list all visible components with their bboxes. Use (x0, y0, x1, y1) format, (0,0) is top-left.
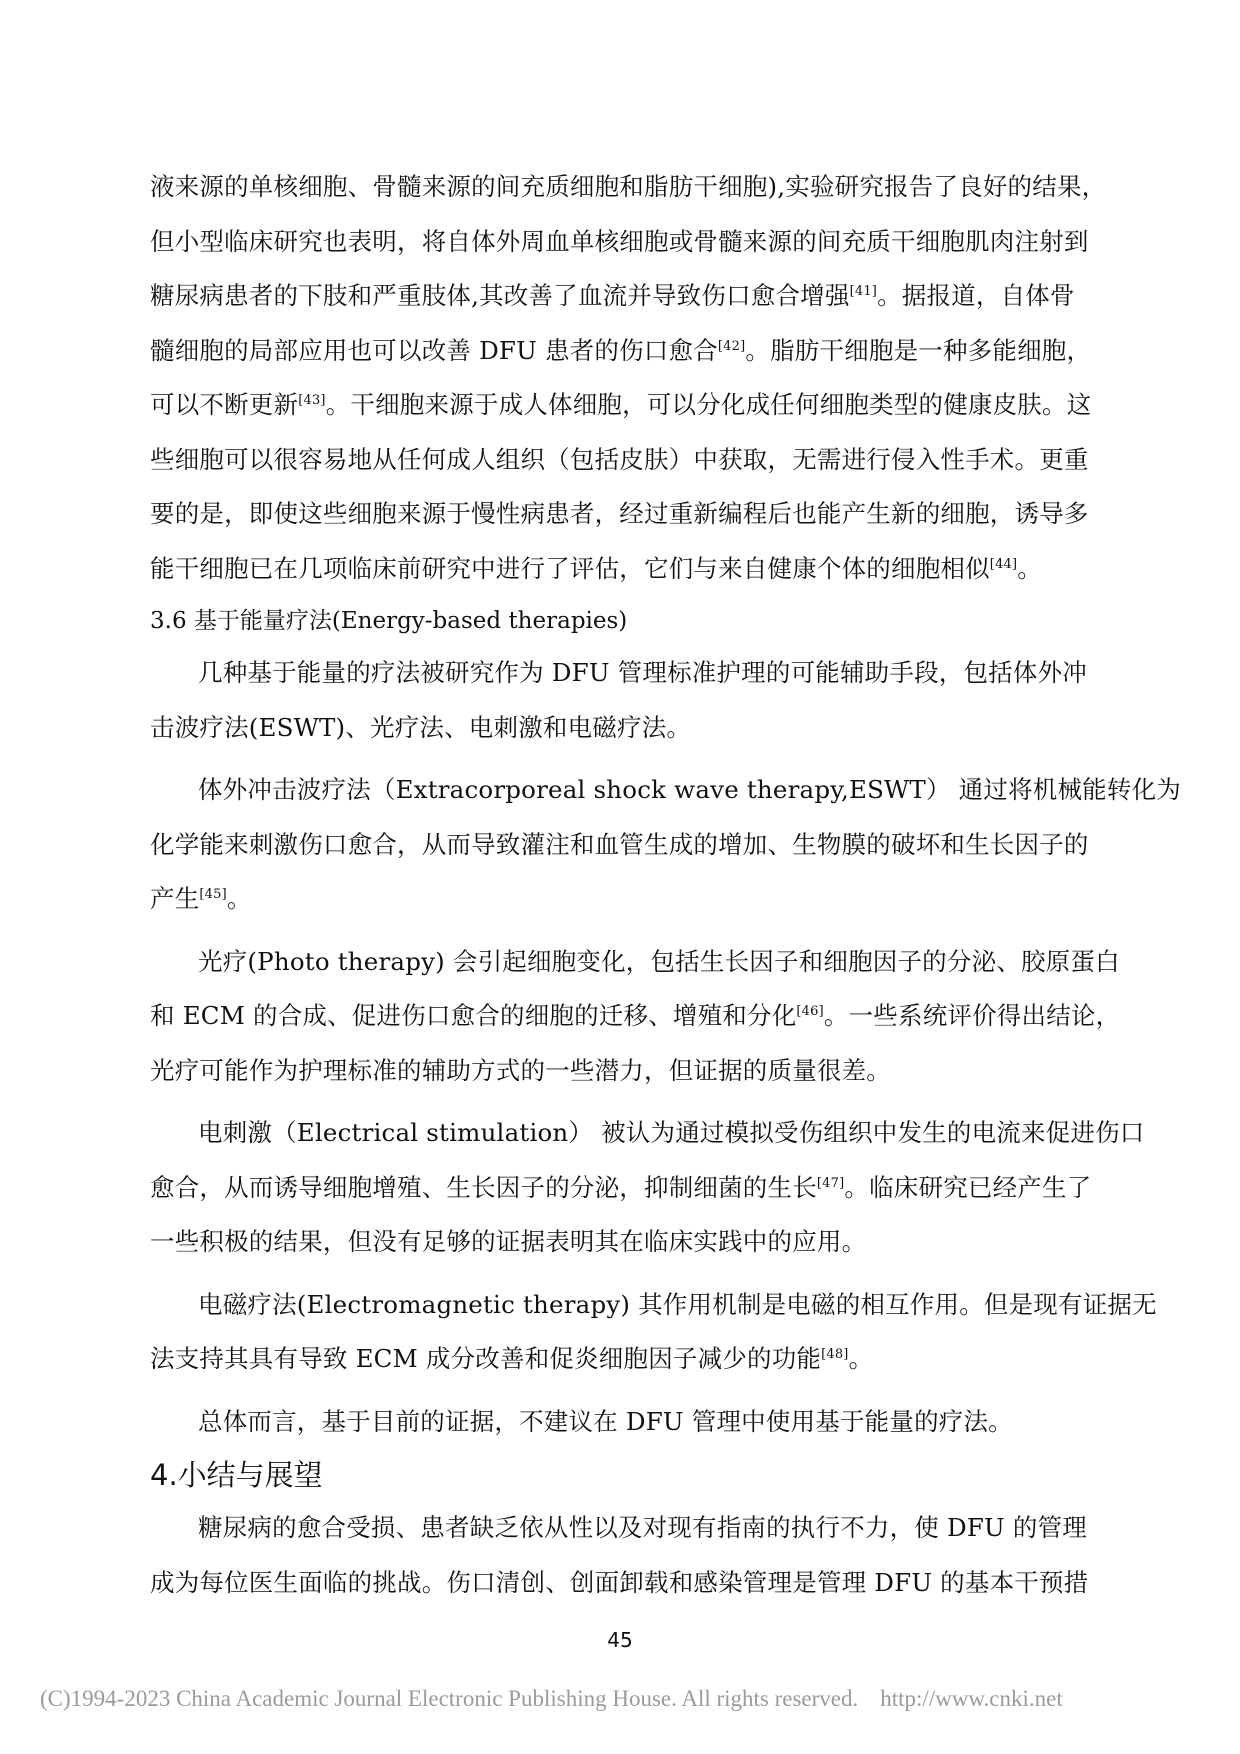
paragraph-eswt (150, 763, 1181, 927)
paragraph-phototherapy (150, 935, 1121, 1099)
text-line: 要的是，即使这些细胞来源于慢性病患者，经过重新编程后也能产生新的细胞，诱导多 (150, 499, 1089, 528)
text-line (150, 324, 1090, 379)
citation-ref: [48] (821, 1346, 849, 1362)
page-number: 45 (607, 1628, 633, 1652)
citation-ref: [46] (796, 1003, 824, 1019)
text-line (150, 542, 1090, 597)
text-span: 。 (848, 1344, 874, 1373)
text-span: 愈合，从而诱导细胞增殖、生长因子的分泌，抑制细菌的生长 (150, 1172, 817, 1202)
text-line (150, 269, 1090, 324)
paragraph-stem-cells (150, 160, 1107, 596)
text-line: 光疗可能作为护理标准的辅助方式的一些潜力，但证据的质量很差。 (150, 1055, 891, 1085)
footer-url: http://www.cnki.net (880, 1686, 1063, 1711)
text-span: 。临床研究已经产生了 (844, 1172, 1092, 1202)
text-span: 产生 (150, 884, 200, 913)
text-span: 。 (226, 884, 252, 913)
paragraph-electromagnetic (150, 1278, 1157, 1387)
text-span: 能干细胞已在几项临床前研究中进行了评估，它们与来自健康个体的细胞相似 (150, 553, 990, 583)
text-line: 糖尿病的愈合受损、患者缺乏依从性以及对现有指南的执行不力，使 DFU 的管理 (198, 1513, 1087, 1542)
citation-ref: [41] (849, 283, 878, 299)
text-span: 髓细胞的局部应用也可以改善 DFU 患者的伤口愈合 (150, 335, 718, 365)
text-line: 些细胞可以很容易地从任何成人组织（包括皮肤）中获取，无需进行侵入性手术。更重 (150, 444, 1089, 474)
text-span: 。据报道，自体骨 (877, 281, 1075, 310)
text-line: 电磁疗法(Electromagnetic therapy) 其作用机制是电磁的相互作用。但是现有证据无 (198, 1289, 1157, 1319)
text-line: 击波疗法(ESWT)、光疗法、电刺激和电磁疗法。 (150, 712, 692, 742)
text-line (150, 1161, 1090, 1216)
text-span: 。干细胞来源于成人体细胞，可以分化成任何细胞类型的健康皮肤。这 (325, 390, 1092, 419)
text-span: 和 ECM 的合成、促进伤口愈合的细胞的迁移、增殖和分化 (150, 1001, 797, 1030)
text-span: 糖尿病患者的下肢和严重肢体,其改善了血流并导致伤口愈合增强 (150, 281, 850, 310)
text-span: 。一些系统评价得出结论， (823, 1001, 1121, 1030)
document-page (150, 160, 1181, 1610)
citation-ref: [42] (717, 338, 746, 354)
paragraph-energy-conclusion (150, 1395, 1090, 1450)
text-line (150, 872, 1090, 927)
citation-ref: [47] (816, 1175, 845, 1191)
text-line: 体外冲击波疗法（Extracorporeal shock wave therapy,ESWT） 通过将机械能转化为 (198, 775, 1181, 804)
text-line: 电刺激（Electrical stimulation） 被认为通过模拟受伤组织中发生的电流来促进伤口 (198, 1118, 1145, 1147)
section-heading-3-6: 3.6 基于能量疗法(Energy-based therapies) (150, 608, 628, 634)
text-line (150, 989, 1121, 1044)
text-line: 液来源的单核细胞、骨髓来源的间充质细胞和脂肪干细胞),实验研究报告了良好的结果， (150, 172, 1107, 201)
text-line: 成为每位医生面临的挑战。伤口清创、创面卸载和感染管理是管理 DFU 的基本干预措 (150, 1567, 1089, 1597)
paragraph-electrical-stimulation (150, 1106, 1145, 1270)
text-line: 化学能来刺激伤口愈合，从而导致灌注和血管生成的增加、生物膜的破坏和生长因子的 (150, 829, 1089, 859)
text-span: 。 (1017, 553, 1042, 583)
text-line: 光疗(Photo therapy) 会引起细胞变化，包括生长因子和细胞因子的分泌、胶原蛋白 (198, 946, 1120, 976)
text-line: 几种基于能量的疗法被研究作为 DFU 管理标准护理的可能辅助手段，包括体外冲 (198, 658, 1087, 687)
paragraph-summary (150, 1501, 1090, 1610)
citation-ref: [43] (298, 392, 326, 408)
text-line: 一些积极的结果，但没有足够的证据表明其在临床实践中的应用。 (150, 1227, 867, 1256)
citation-ref: [45] (199, 886, 227, 902)
text-span: 可以不断更新 (150, 390, 299, 419)
section-heading-4: 4.小结与展望 (150, 1458, 323, 1492)
citation-ref: [44] (989, 556, 1018, 572)
copyright-footer (40, 1686, 1063, 1712)
copyright-text: (C)1994-2023 China Academic Journal Electronic Publishing House. All rights reserved. (40, 1686, 859, 1711)
paragraph-energy-intro (150, 646, 1090, 755)
text-line: 但小型临床研究也表明，将自体外周血单核细胞或骨髓来源的间充质干细胞肌肉注射到 (150, 226, 1089, 256)
text-line (150, 378, 1090, 433)
text-line: 总体而言，基于目前的证据，不建议在 DFU 管理中使用基于能量的疗法。 (198, 1406, 1013, 1436)
text-line (150, 1332, 1090, 1387)
text-span: 。脂肪干细胞是一种多能细胞， (745, 335, 1092, 365)
text-span: 法支持其具有导致 ECM 成分改善和促炎细胞因子减少的功能 (150, 1344, 822, 1373)
